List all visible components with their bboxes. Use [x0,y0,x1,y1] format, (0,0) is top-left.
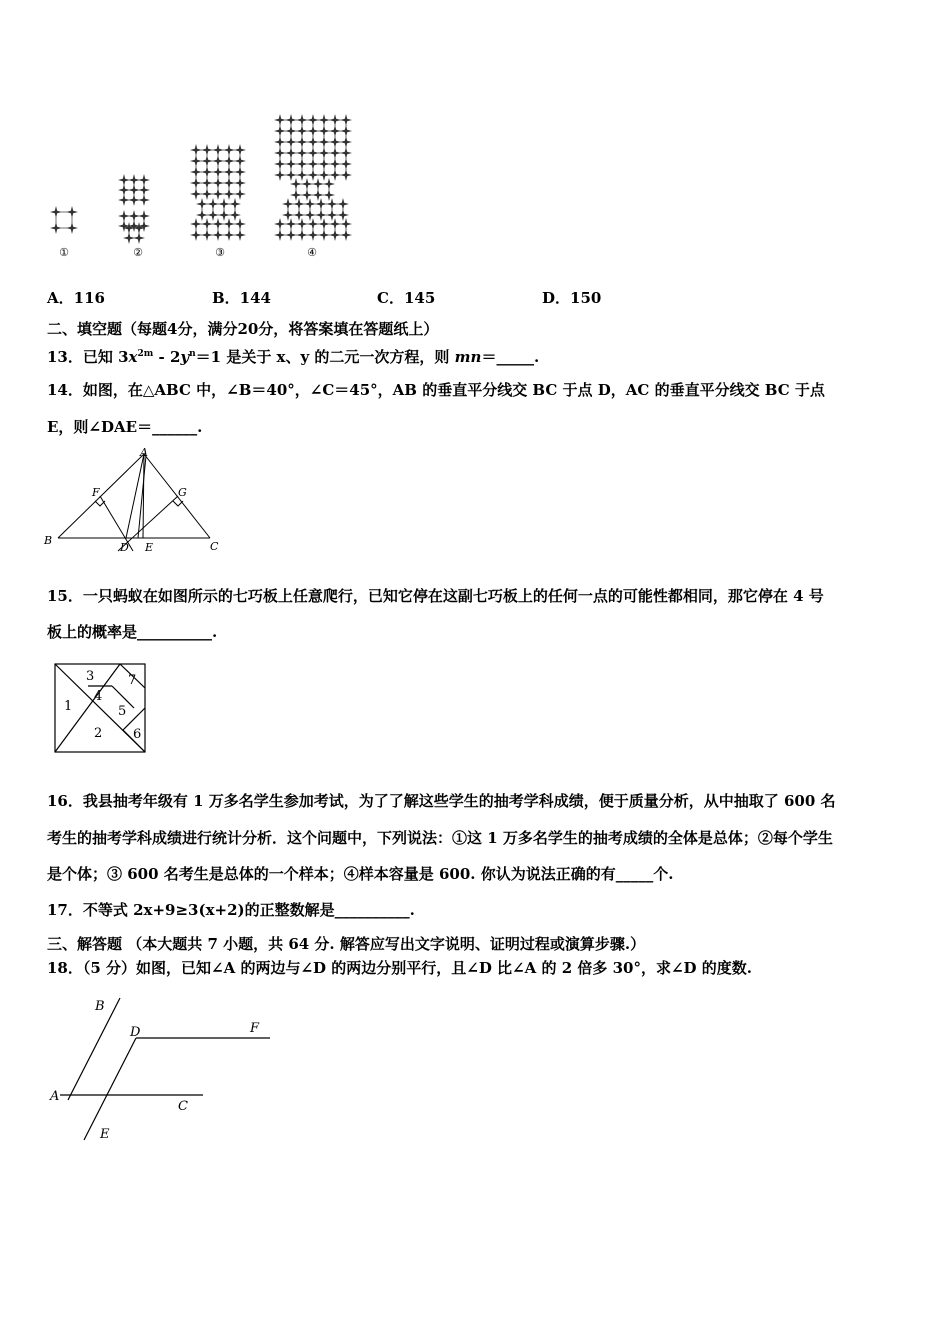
pattern-star [50,222,62,234]
pattern-star [307,158,319,170]
pattern-star [340,136,352,148]
pattern-star [229,209,241,221]
pattern-star [329,218,341,230]
pattern-star [234,218,246,230]
pattern-star [229,198,241,210]
pattern-grids [50,114,352,244]
q18-angle-figure [40,990,280,1145]
pattern-star [326,209,338,221]
question-15-line-2: 板上的概率是__________. [47,623,218,641]
pattern-star [196,198,208,210]
label-c: C [178,1099,188,1114]
pattern-star [329,136,341,148]
pattern-star [301,178,313,190]
pattern-star [190,177,202,189]
question-16-line-1: 16．我县抽考年级有 1 万多名学生参加考试，为了了解这些学生的抽考学科成绩，便于质量分析，从中抽取了 600 名 [47,792,836,810]
pattern-star [337,198,349,210]
pattern-star [296,218,308,230]
pattern-star [340,169,352,181]
pattern-star [307,125,319,137]
pattern-star [223,177,235,189]
pattern-star [285,218,297,230]
pattern-star [318,147,330,159]
q13-prefix: 13．已知 3 [47,348,129,366]
pattern-star [340,125,352,137]
pattern-star [312,178,324,190]
pattern-star [207,198,219,210]
q13-y: y [180,348,190,366]
pattern-star [318,218,330,230]
question-16-line-2: 考生的抽考学科成绩进行统计分析．这个问题中，下列说法：①这 1 万多名学生的抽考成绩的全体是总体；②每个学生 [47,829,833,847]
pattern-star [201,177,213,189]
pattern-star [201,155,213,167]
pattern-star [329,229,341,241]
pattern-star [307,136,319,148]
pattern-star [340,218,352,230]
pattern-star [301,189,313,201]
pattern-star [234,166,246,178]
pattern-star [315,198,327,210]
pattern-star [234,155,246,167]
pattern-figure [40,108,370,263]
pattern-star [285,125,297,137]
pattern-star [285,229,297,241]
pattern-star [285,158,297,170]
pattern-star [296,114,308,126]
label-a: A [50,1089,60,1104]
question-13 [47,345,539,366]
tangram-piece-6: 6 [133,727,142,742]
pattern-star [285,114,297,126]
pattern-star [190,166,202,178]
pattern-star [212,155,224,167]
pattern-star [329,169,341,181]
pattern-star [274,218,286,230]
pattern-star [329,125,341,137]
pattern-star [282,209,294,221]
pattern-star [138,194,150,206]
q14-triangle-figure [40,446,230,558]
pattern-star [234,144,246,156]
label-c: C [210,540,219,553]
pattern-star [234,177,246,189]
pattern-star [223,229,235,241]
pattern-star [296,158,308,170]
label-d: D [130,1025,141,1040]
question-18: 18．（5 分）如图，已知∠A 的两边与∠D 的两边分别平行，且∠D 比∠A 的 2 倍多 30°，求∠D 的度数. [47,959,752,977]
pattern-star [223,155,235,167]
pattern-star [318,114,330,126]
section3-heading: 三、解答题 （本大题共 7 小题，共 64 分. 解答应写出文字说明、证明过程或演算步骤.） [47,935,646,953]
pattern-star [293,198,305,210]
option-d: D．150 [542,289,602,307]
pattern-star [340,158,352,170]
pattern-star [190,188,202,200]
pattern-label-4: ④ [307,246,317,259]
pattern-star [190,229,202,241]
pattern-star [190,155,202,167]
option-b: B．144 [212,289,271,307]
pattern-star [234,229,246,241]
pattern-star [296,169,308,181]
pattern-star [318,136,330,148]
pattern-star [307,114,319,126]
pattern-star [326,198,338,210]
tangram-piece-7: 7 [128,673,137,688]
pattern-star [274,169,286,181]
question-15-line-1: 15．一只蚂蚁在如图所示的七巧板上任意爬行，已知它停在这副七巧板上的任何一点的可能性都相同，那它停在 4 号 [47,587,824,605]
pattern-star [274,158,286,170]
pattern-label-1: ① [59,246,69,259]
pattern-star [274,125,286,137]
tangram-piece-1: 1 [64,699,73,714]
pattern-star [212,218,224,230]
pattern-star [223,188,235,200]
pattern-star [307,218,319,230]
pattern-star [201,218,213,230]
pattern-star [212,229,224,241]
pattern-star [307,147,319,159]
label-d: D [120,541,129,554]
pattern-star [223,218,235,230]
pattern-star [207,209,219,221]
pattern-label-2: ② [133,246,143,259]
label-e: E [145,541,154,554]
tangram-piece-3: 3 [86,669,95,684]
pattern-star [323,178,335,190]
pattern-star [212,166,224,178]
pattern-star [212,144,224,156]
pattern-star [318,229,330,241]
pattern-star [340,229,352,241]
label-e: E [100,1127,110,1142]
pattern-star [296,229,308,241]
pattern-star [234,188,246,200]
pattern-star [274,136,286,148]
pattern-star [307,169,319,181]
q13-x: x [128,348,138,366]
pattern-star [201,229,213,241]
pattern-star [282,198,294,210]
pattern-star [50,206,62,218]
pattern-star [285,147,297,159]
tangram-piece-5: 5 [118,704,127,719]
pattern-star [66,206,78,218]
label-g: G [178,486,187,499]
pattern-star [318,158,330,170]
label-b: B [95,999,105,1014]
label-b: B [44,534,53,547]
pattern-star [318,169,330,181]
pattern-star [329,147,341,159]
pattern-star [212,188,224,200]
pattern-star [296,136,308,148]
pattern-star [190,218,202,230]
label-a: A [140,446,148,459]
q13-rest: ＝1 是关于 x、y 的二元一次方程，则 [195,348,455,366]
pattern-star [223,166,235,178]
q13-end: ＝_____. [481,348,540,366]
tangram-piece-4: 4 [94,689,103,704]
q13-sup-m: 2m [137,349,154,359]
pattern-star [307,229,319,241]
q15-tangram-figure [50,660,150,756]
pattern-star [218,198,230,210]
pattern-star [285,169,297,181]
pattern-star [201,188,213,200]
pattern-label-3: ③ [215,246,225,259]
label-f: F [92,486,100,499]
section2-heading: 二、填空题（每题4分，满分20分，将答案填在答题纸上） [47,320,439,338]
pattern-star [296,125,308,137]
pattern-star [318,125,330,137]
label-f: F [250,1021,260,1036]
pattern-star [296,147,308,159]
question-14-line-2: E，则∠DAE＝______. [47,418,203,436]
pattern-star [293,209,305,221]
pattern-star [201,144,213,156]
pattern-star [223,144,235,156]
pattern-star [190,144,202,156]
pattern-star [274,147,286,159]
pattern-star [218,209,230,221]
pattern-star [340,147,352,159]
option-a: A．116 [47,289,105,307]
pattern-star [312,189,324,201]
pattern-star [274,114,286,126]
pattern-star [285,136,297,148]
pattern-star [133,232,145,244]
pattern-star [337,209,349,221]
pattern-star [66,222,78,234]
q13-mn: mn [454,348,482,366]
pattern-star [290,189,302,201]
pattern-star [212,177,224,189]
q13-sup-n: n [189,349,196,359]
question-14-line-1: 14．如图，在△ABC 中，∠B＝40°，∠C＝45°，AB 的垂直平分线交 BC 于点 D，AC 的垂直平分线交 BC 于点 [47,381,825,399]
pattern-star [201,166,213,178]
pattern-star [340,114,352,126]
q13-mid: - 2 [153,348,181,366]
pattern-star [329,158,341,170]
pattern-star [304,209,316,221]
tangram-piece-2: 2 [94,726,103,741]
pattern-star [323,189,335,201]
option-c: C．145 [377,289,436,307]
pattern-star [315,209,327,221]
pattern-star [290,178,302,190]
pattern-star [329,114,341,126]
pattern-star [304,198,316,210]
question-17: 17．不等式 2x+9≥3(x+2)的正整数解是__________. [47,901,415,919]
pattern-star [274,229,286,241]
pattern-star [196,209,208,221]
question-16-line-3: 是个体；③ 600 名考生是总体的一个样本；④样本容量是 600. 你认为说法正确的有_____个. [47,865,674,883]
